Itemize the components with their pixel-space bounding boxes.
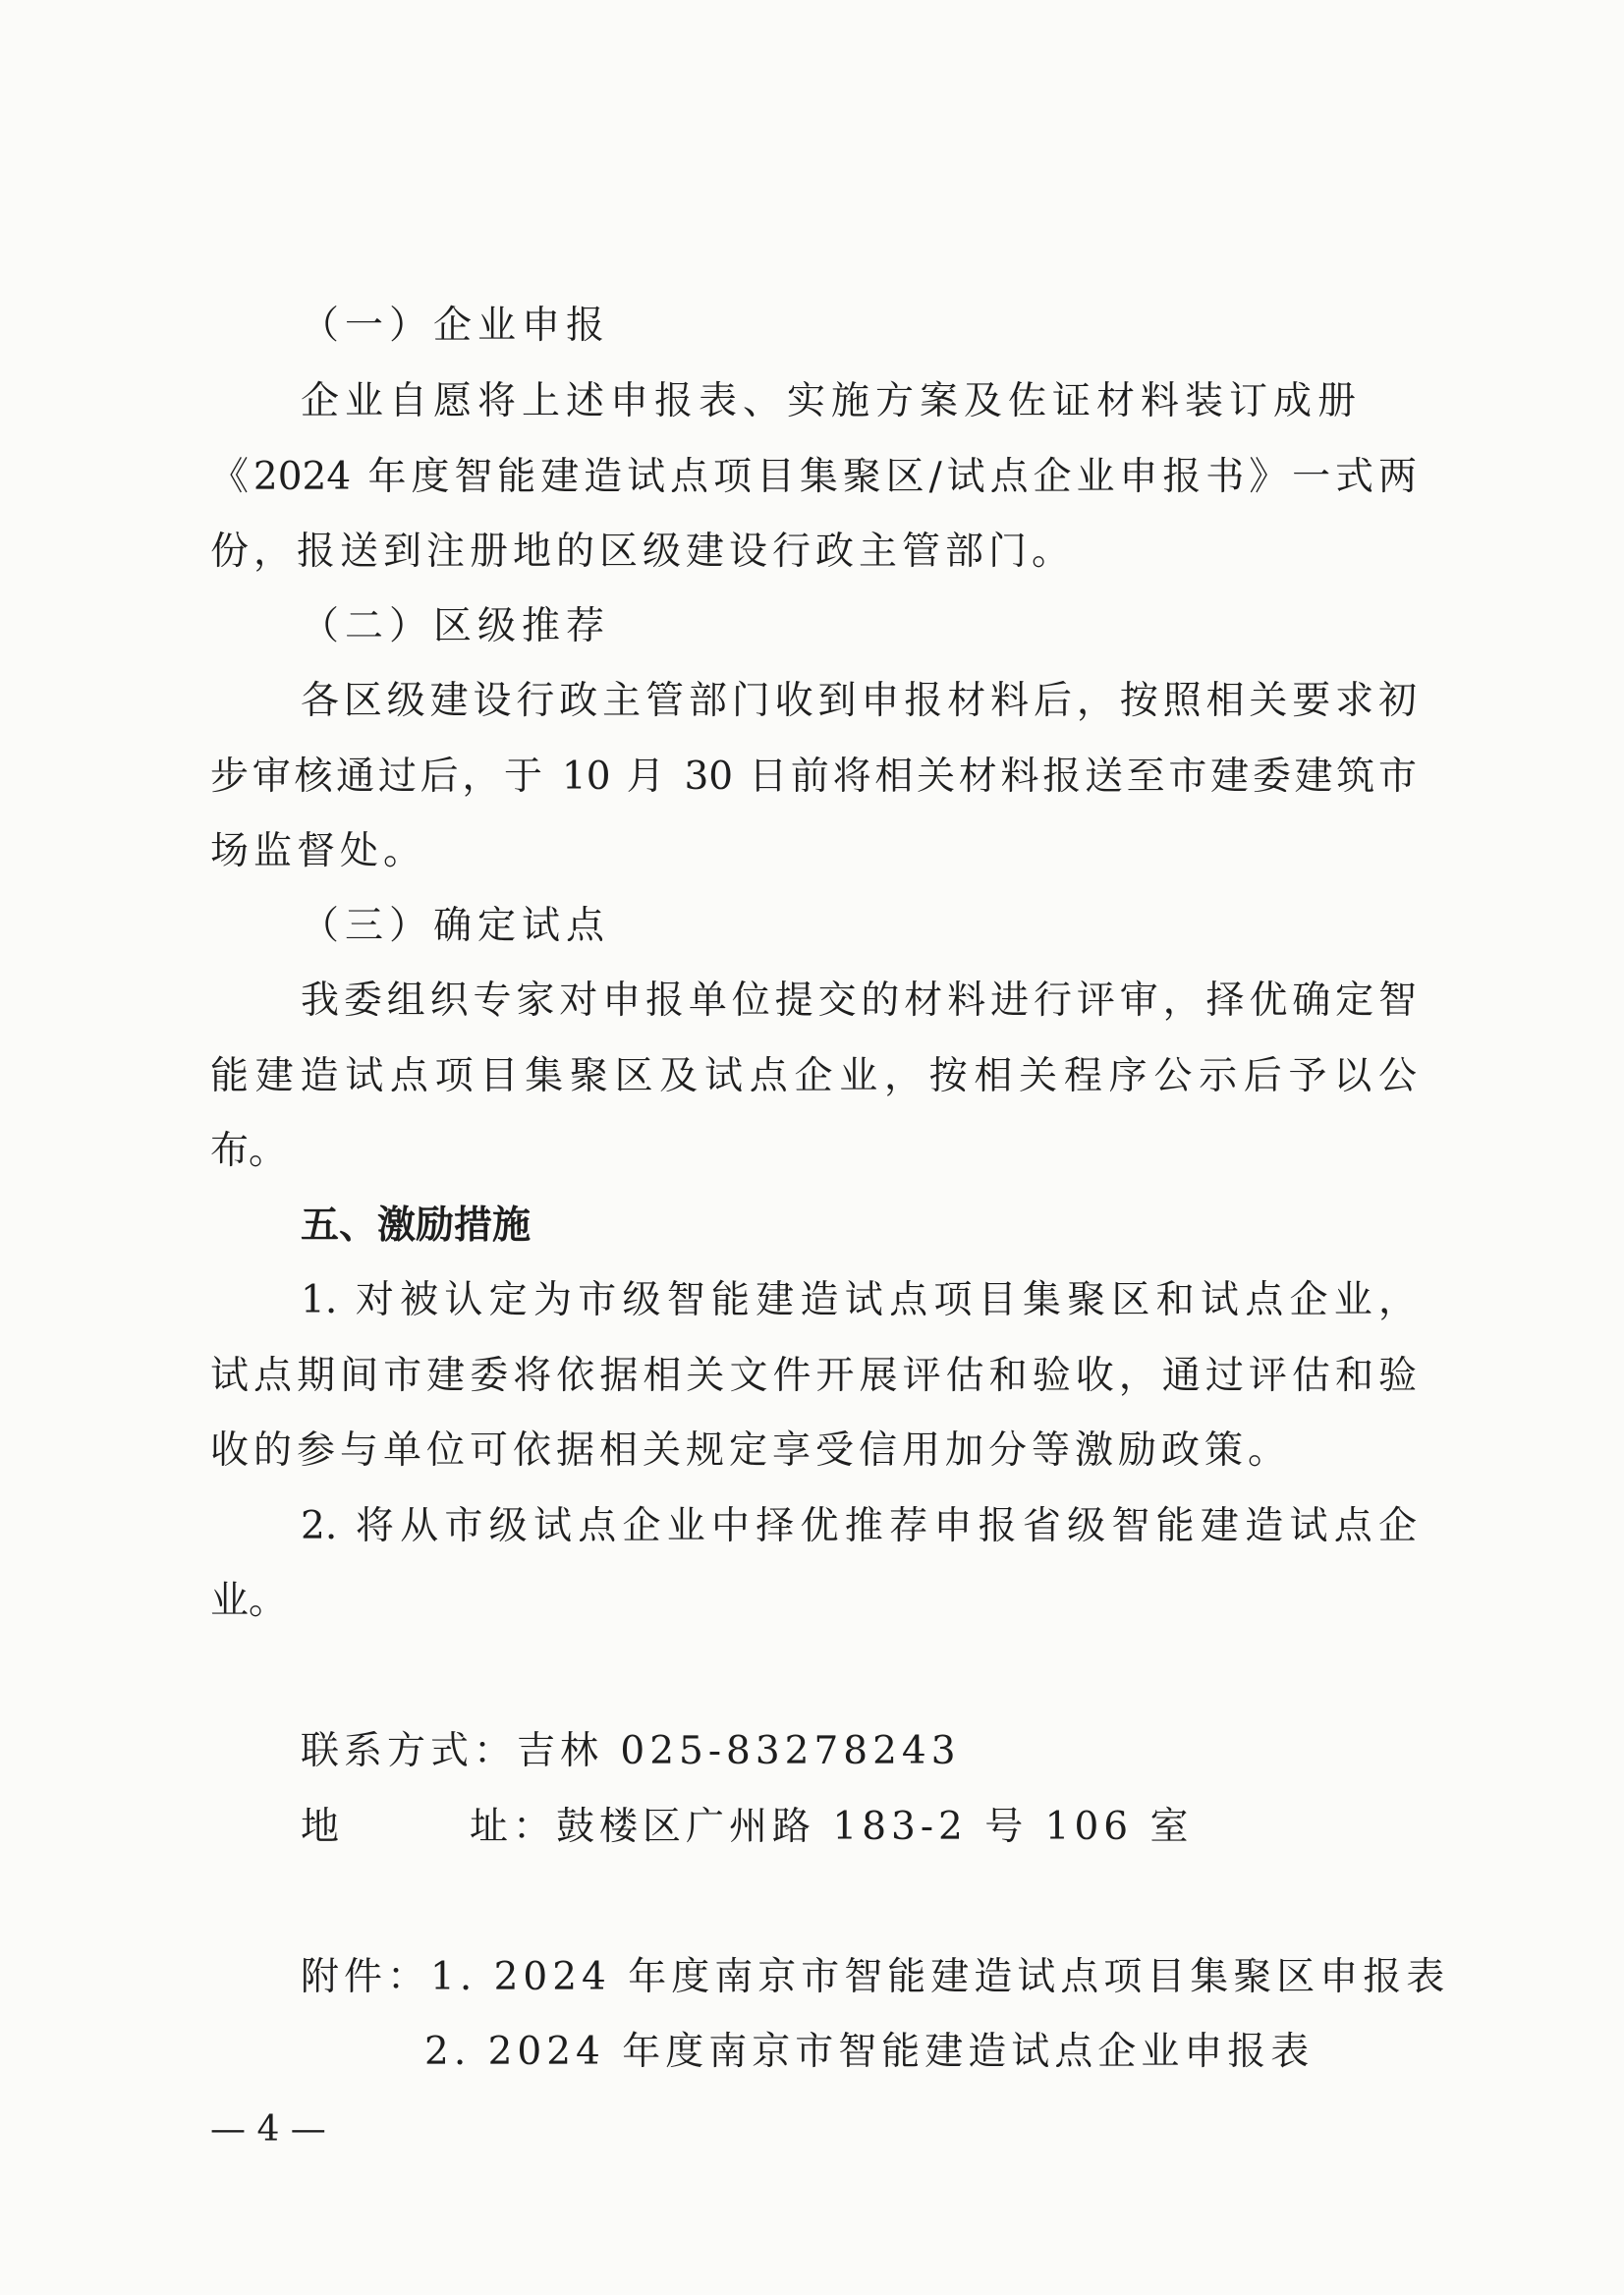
page-number: — 4 — [210,2109,326,2150]
paragraph-line: 步审核通过后，于 10 月 30 日前将相关材料报送至市建委建筑市 [210,755,1417,799]
address-label-part1: 地 [301,1805,345,1849]
subsection-title-1: （一）企业申报 [301,304,611,348]
subsection-title-3: （三）确定试点 [301,904,611,948]
paragraph-line: 布。 [210,1129,288,1173]
address-value: 鼓楼区广州路 183-2 号 106 室 [556,1805,1194,1849]
address-label-part2: 址： [470,1805,557,1849]
address-line [301,1804,1194,1851]
paragraph-line: 《2024 年度智能建造试点项目集聚区/试点企业申报书》一式两 [210,455,1417,499]
paragraph-line: 收的参与单位可依据相关规定享受信用加分等激励政策。 [210,1428,1292,1473]
paragraph-line: 份，报送到注册地的区级建设行政主管部门。 [210,530,1076,574]
contact-label: 联系方式： [301,1729,518,1773]
section-heading: 五、激励措施 [301,1203,532,1248]
subsection-title-2: （二）区级推荐 [301,604,611,648]
paragraph-line: 1. 对被认定为市级智能建造试点项目集聚区和试点企业， [301,1278,1417,1322]
paragraph-line: 2. 将从市级试点企业中择优推荐申报省级智能建造试点企 [301,1504,1417,1548]
paragraph-line: 我委组织专家对申报单位提交的材料进行评审，择优确定智 [301,979,1417,1023]
attachment-item-1: 1. 2024 年度南京市智能建造试点项目集聚区申报表 [430,1955,1450,1999]
attachment-line-1 [301,1954,1449,2001]
attachment-label: 附件： [301,1955,431,1999]
contact-value: 吉林 025-83278243 [517,1729,961,1773]
paragraph-line: 场监督处。 [210,829,427,873]
paragraph-line: 企业自愿将上述申报表、实施方案及佐证材料装订成册 [301,379,1363,423]
paragraph-line: 能建造试点项目集聚区及试点企业，按相关程序公示后予以公 [210,1054,1417,1098]
paragraph-line: 各区级建设行政主管部门收到申报材料后，按照相关要求初 [301,679,1417,723]
attachment-item-2: 2. 2024 年度南京市智能建造试点企业申报表 [424,2030,1315,2074]
contact-line [301,1728,961,1775]
paragraph-line: 业。 [210,1579,288,1623]
paragraph-line: 试点期间市建委将依据相关文件开展评估和验收，通过评估和验 [210,1354,1417,1398]
